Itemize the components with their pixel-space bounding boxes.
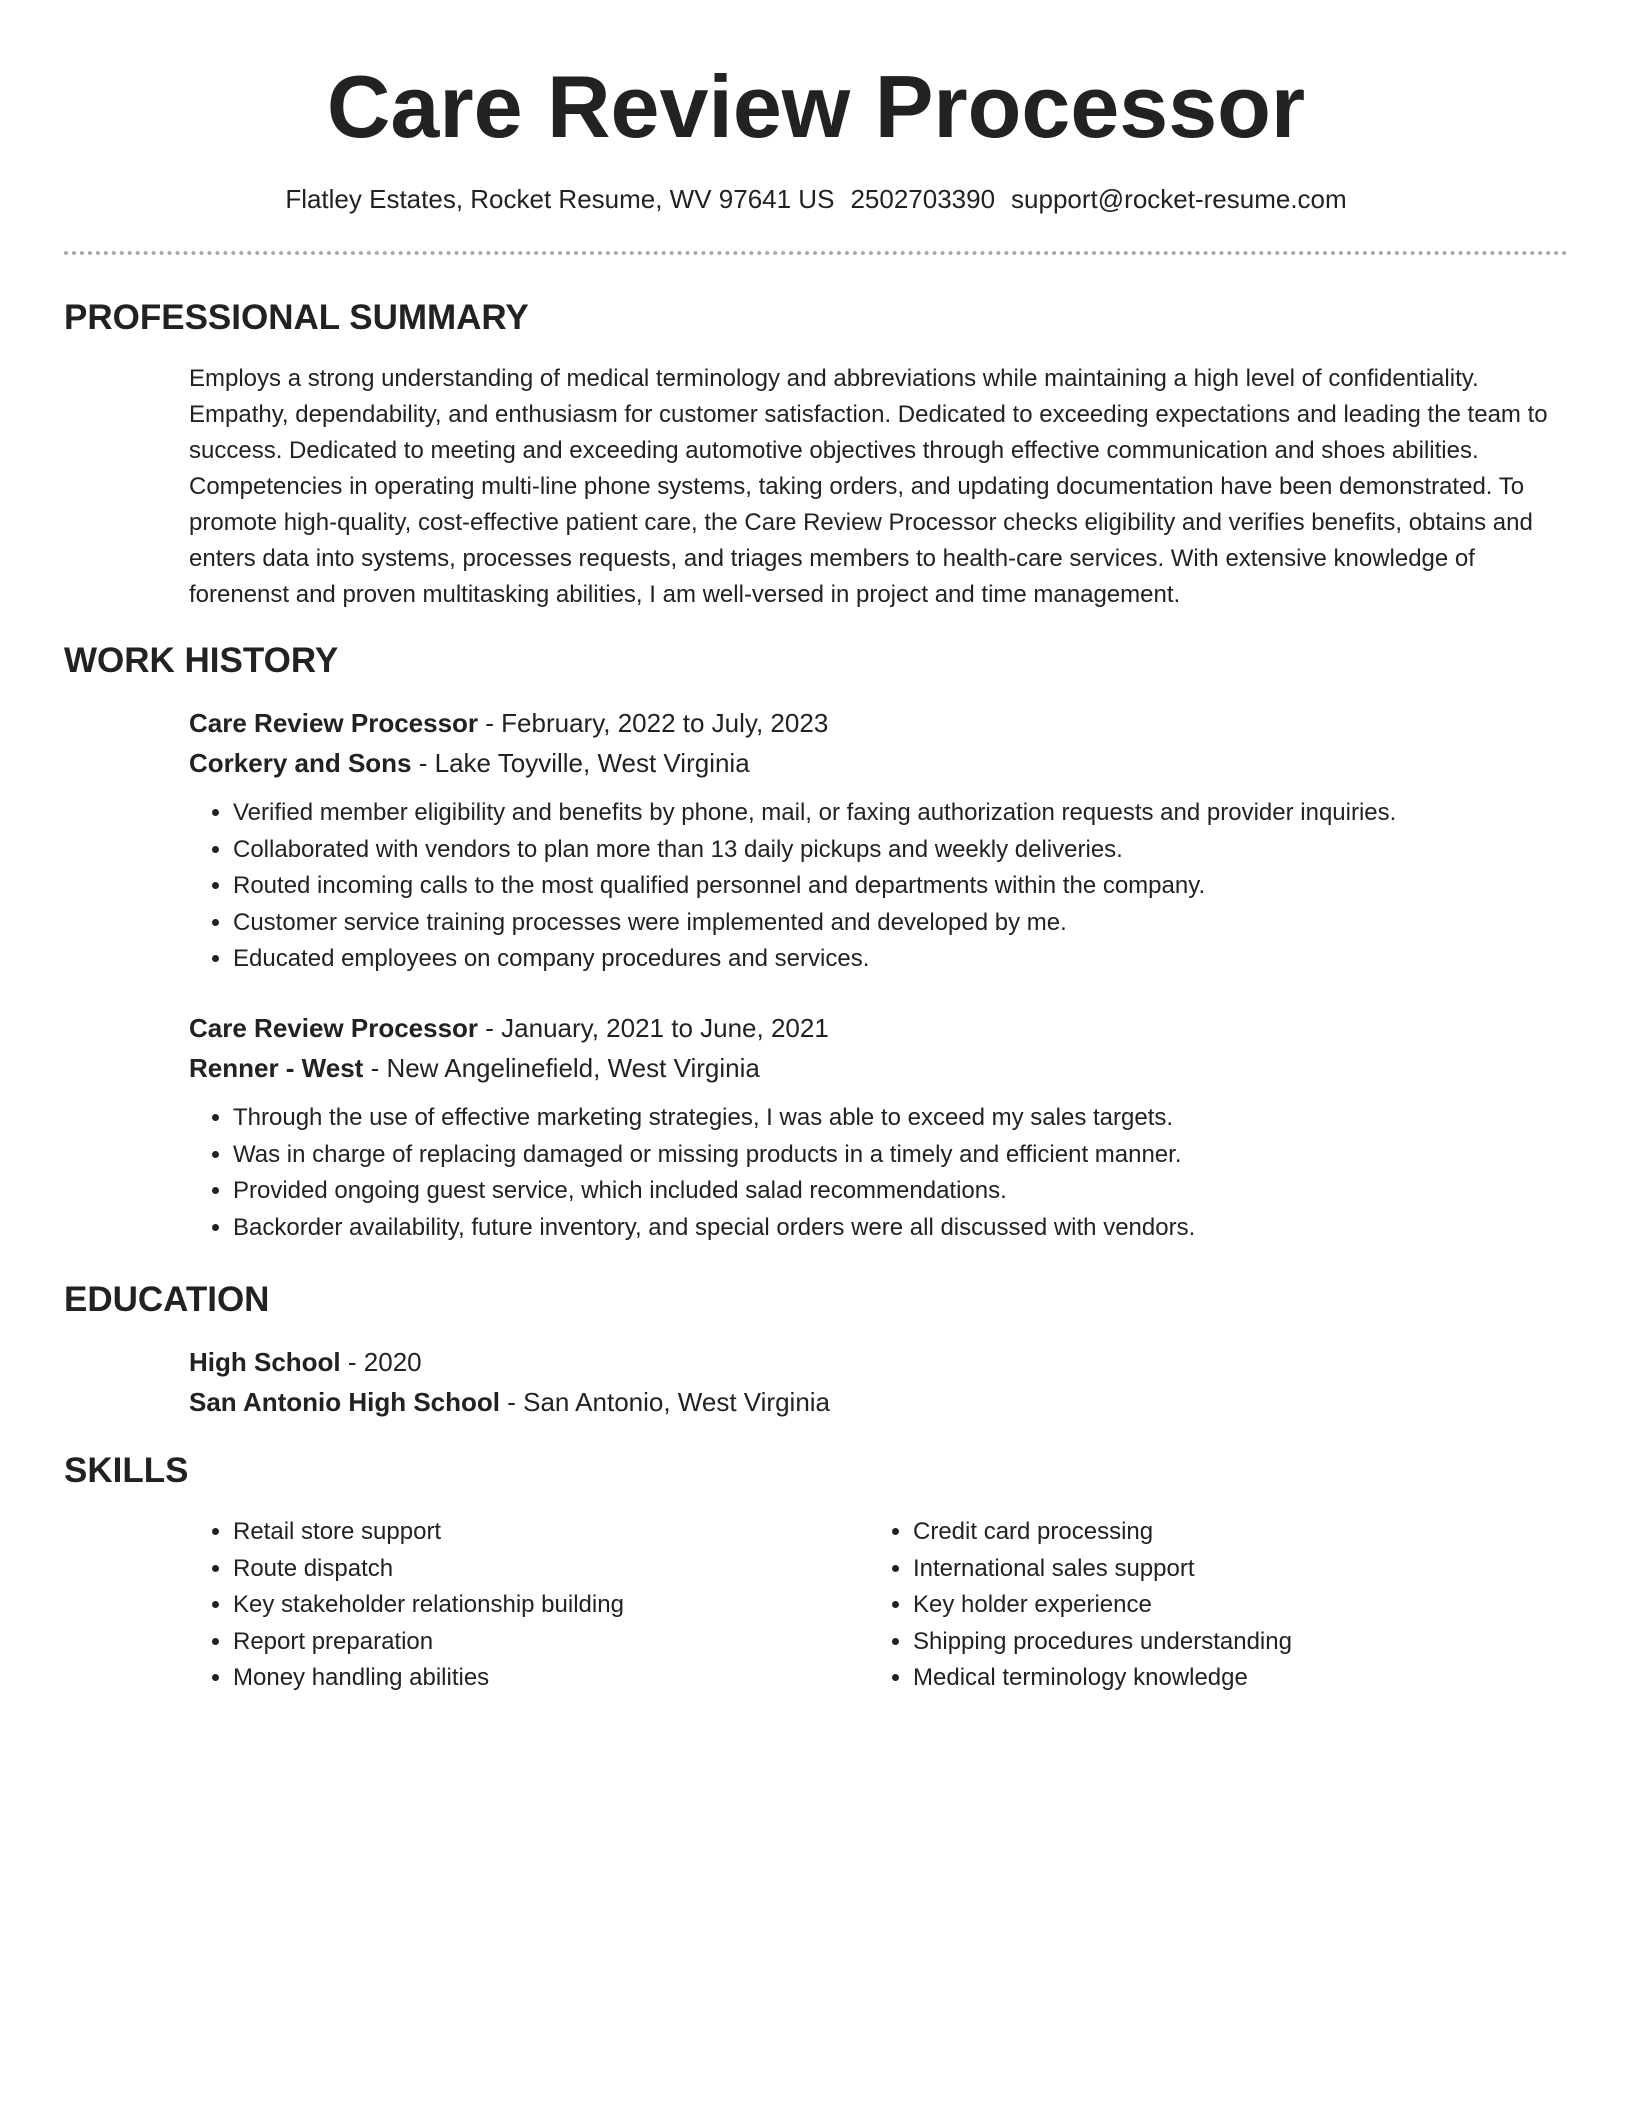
job-2-role: Care Review Processor (189, 1013, 479, 1043)
job-2-company-line (189, 1048, 1569, 1088)
summary-section (189, 361, 1569, 613)
summary-text: Employs a strong understanding of medical terminology and abbreviations while maintaining a high level of confidentiality. Empathy, dependability, and enthusiasm for customer satisfaction. Dedicated to exceeding expectations and leading the team to success. Dedicated to meeting and exceeding automotive objectives through effective communication and shoes abilities. Competencies in operating multi-line phone systems, taking orders, and updating documentation have been demonstrated. To promote high-quality, cost-effective patient care, the Care Review Processor checks eligibility and verifies benefits, obtains and enters data into systems, processes requests, and triages members to health-care services. With extensive knowledge of forenenst and proven multitasking abilities, I am well-versed in project and time management. (189, 365, 1548, 608)
education-school-line (189, 1382, 1569, 1422)
skills-title: SKILLS (64, 1451, 189, 1490)
skill-item: • Medical terminology knowledge (913, 1660, 1509, 1697)
header-divider (64, 251, 1568, 255)
skill-item: • Key holder experience (913, 1587, 1509, 1624)
job-1-bullets (189, 795, 1569, 978)
skills-list-left (189, 1514, 829, 1697)
skills-section (189, 1514, 1569, 1704)
education-entry (189, 1342, 1569, 1422)
job-1-bullet: • Educated employees on company procedures and services. (233, 941, 1569, 978)
job-1-title-line (189, 703, 1569, 743)
education-year: - 2020 (340, 1347, 422, 1377)
job-1-company-line (189, 743, 1569, 783)
job-2-company: Renner - West (189, 1053, 364, 1083)
skill-item: • Money handling abilities (233, 1660, 829, 1697)
skill-item: • Retail store support (233, 1514, 829, 1551)
skills-column-left (189, 1514, 829, 1697)
job-2-location: - New Angelinefield, West Virginia (363, 1053, 760, 1083)
contact-line (0, 181, 1632, 217)
skill-item: • Report preparation (233, 1624, 829, 1661)
contact-phone: 2502703390 (850, 184, 996, 214)
education-title: EDUCATION (64, 1280, 270, 1319)
education-location: - San Antonio, West Virginia (500, 1387, 831, 1417)
education-school: San Antonio High School (189, 1387, 501, 1417)
job-1-company: Corkery and Sons (189, 748, 412, 778)
skills-list-right (869, 1514, 1509, 1697)
job-1-location: - Lake Toyville, West Virginia (411, 748, 750, 778)
work-history-title: WORK HISTORY (64, 641, 339, 680)
job-1-bullet: • Routed incoming calls to the most qualified personnel and departments within the company. (233, 868, 1569, 905)
skill-item: • Key stakeholder relationship building (233, 1587, 829, 1624)
job-1-dates: - February, 2022 to July, 2023 (478, 708, 829, 738)
education-degree: High School (189, 1347, 341, 1377)
job-entry-1 (189, 703, 1569, 978)
job-1-role: Care Review Processor (189, 708, 479, 738)
job-2-title-line (189, 1008, 1569, 1048)
skill-item: • Credit card processing (913, 1514, 1509, 1551)
skill-item: • Route dispatch (233, 1551, 829, 1588)
job-entry-2 (189, 1008, 1569, 1246)
job-2-bullets (189, 1100, 1569, 1246)
job-2-dates: - January, 2021 to June, 2021 (478, 1013, 829, 1043)
contact-email: support@rocket-resume.com (1011, 184, 1347, 214)
skill-item: • International sales support (913, 1551, 1509, 1588)
job-1-bullet: • Customer service training processes were implemented and developed by me. (233, 905, 1569, 942)
job-1-bullet: • Verified member eligibility and benefits by phone, mail, or faxing authorization requests and provider inquiries. (233, 795, 1569, 832)
contact-address: Flatley Estates, Rocket Resume, WV 97641 US (285, 184, 835, 214)
skill-item: • Shipping procedures understanding (913, 1624, 1509, 1661)
job-2-bullet: • Provided ongoing guest service, which included salad recommendations. (233, 1173, 1569, 1210)
education-degree-line (189, 1342, 1569, 1382)
job-2-bullet: • Backorder availability, future inventory, and special orders were all discussed with vendors. (233, 1210, 1569, 1247)
summary-title: PROFESSIONAL SUMMARY (64, 298, 529, 337)
job-2-bullet: • Was in charge of replacing damaged or missing products in a timely and efficient manner. (233, 1137, 1569, 1174)
resume-name: Care Review Processor (326, 57, 1306, 156)
skills-column-right (869, 1514, 1509, 1697)
job-1-bullet: • Collaborated with vendors to plan more than 13 daily pickups and weekly deliveries. (233, 832, 1569, 869)
job-2-bullet: • Through the use of effective marketing strategies, I was able to exceed my sales targets. (233, 1100, 1569, 1137)
